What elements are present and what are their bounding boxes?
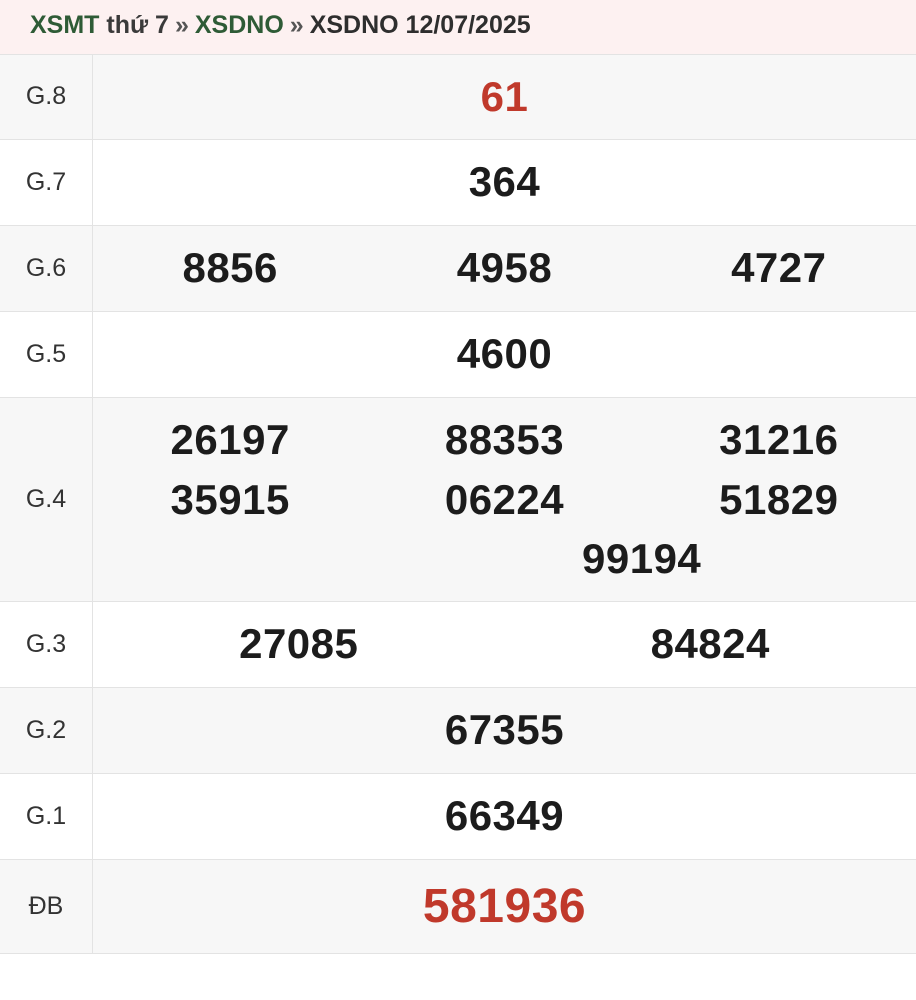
lottery-number: 27085	[239, 619, 359, 667]
lottery-number: 4600	[456, 330, 553, 378]
number-group	[93, 312, 916, 397]
lottery-number: 8856	[182, 244, 278, 292]
prize-label: G.3	[0, 601, 93, 687]
table-row	[0, 859, 916, 954]
number-group	[93, 226, 916, 311]
lottery-number: 61	[480, 72, 529, 120]
prize-label: G.4	[0, 398, 93, 602]
breadcrumb-current-code: XSDNO	[309, 11, 399, 39]
lottery-number: 06224	[444, 475, 565, 523]
lottery-number: 4958	[456, 244, 553, 292]
lottery-number: 364	[468, 158, 541, 206]
number-group	[93, 688, 916, 773]
lottery-number: 84824	[650, 619, 770, 667]
lottery-number: 581936	[422, 879, 587, 933]
prize-label: G.2	[0, 687, 93, 773]
table-row	[0, 601, 916, 687]
breadcrumb-separator-1: »	[174, 11, 189, 39]
prize-values	[93, 140, 916, 226]
lottery-number: 88353	[444, 416, 565, 464]
table-row	[0, 140, 916, 226]
breadcrumb-day-label: thứ 7	[106, 11, 169, 39]
number-group	[93, 398, 916, 601]
prize-label: G.5	[0, 312, 93, 398]
prize-values	[93, 687, 916, 773]
prize-label: G.1	[0, 773, 93, 859]
table-row	[0, 687, 916, 773]
prize-values	[93, 398, 916, 602]
breadcrumb	[0, 0, 916, 54]
table-row	[0, 54, 916, 140]
table-row	[0, 773, 916, 859]
breadcrumb-region-label: XSMT	[30, 11, 100, 39]
lottery-number: 66349	[444, 791, 565, 839]
number-group	[93, 860, 916, 954]
lottery-number: 99194	[582, 535, 702, 583]
breadcrumb-link-xsmt[interactable]	[30, 11, 169, 39]
table-row	[0, 226, 916, 312]
lottery-number: 51829	[719, 475, 839, 523]
table-row	[0, 312, 916, 398]
prize-values	[93, 859, 916, 954]
lottery-number: 35915	[170, 475, 290, 523]
table-row	[0, 398, 916, 602]
lottery-number: 4727	[731, 244, 827, 292]
results-table	[0, 54, 916, 955]
lottery-number: 31216	[719, 416, 839, 464]
prize-values	[93, 312, 916, 398]
number-group	[93, 140, 916, 225]
breadcrumb-link-xsdno[interactable]: XSDNO	[194, 11, 284, 39]
prize-values	[93, 54, 916, 140]
number-group	[93, 774, 916, 859]
prize-label: G.7	[0, 140, 93, 226]
prize-label: G.8	[0, 54, 93, 140]
prize-label: G.6	[0, 226, 93, 312]
number-group	[93, 55, 916, 140]
prize-values	[93, 773, 916, 859]
results-table-body	[0, 54, 916, 954]
prize-values	[93, 226, 916, 312]
lottery-number: 67355	[444, 705, 565, 753]
lottery-number: 26197	[170, 416, 290, 464]
prize-values	[93, 601, 916, 687]
prize-label: ĐB	[0, 859, 93, 954]
breadcrumb-date: 12/07/2025	[405, 11, 531, 39]
breadcrumb-separator-2: »	[289, 11, 304, 39]
number-group	[93, 602, 916, 687]
